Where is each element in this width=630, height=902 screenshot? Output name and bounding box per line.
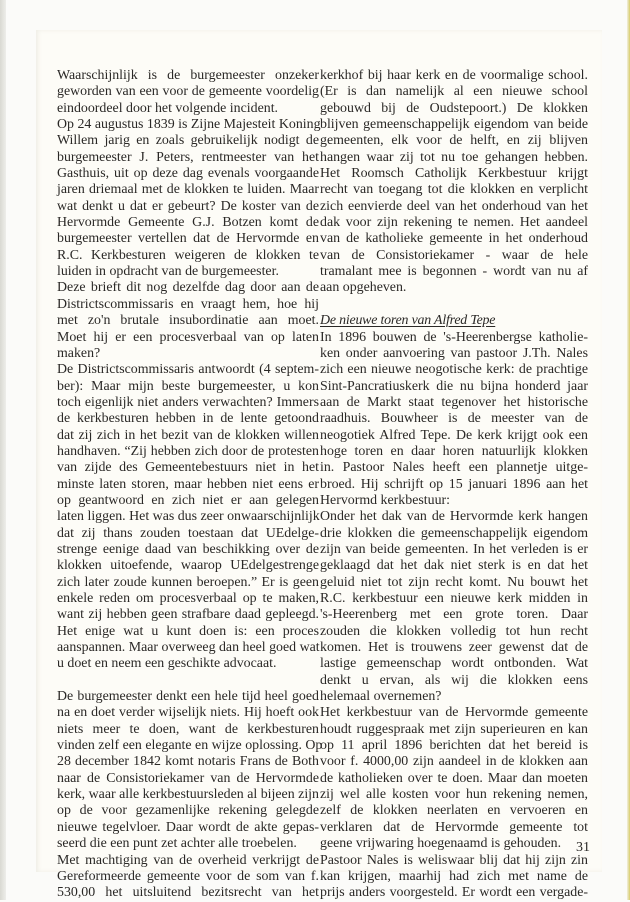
text-line: broed. Hij schrijft op 15 januari 1896 aan het: [320, 476, 588, 492]
text-line: De Districtscommissaris antwoordt (4 septem-: [57, 362, 319, 378]
text-line: luiden in opdracht van de burgemeester.: [57, 264, 279, 280]
text-line: Op 24 augustus 1839 is Zijne Majesteit Koning: [57, 117, 321, 133]
text-line: maken?: [57, 345, 101, 361]
text-line: 's-Heerenberg met een grote toren. Daar: [320, 607, 588, 623]
text-line: kan krijgen, maarhij had zich met name de: [320, 868, 588, 884]
text-line: dat zij thans zouden toestaan dat UEdelge-: [57, 525, 319, 541]
text-line: Willem jarig en zoals gebruikelijk nodigt de: [57, 133, 319, 149]
text-line: op de voor gezamenlijke rekening gelegde: [57, 803, 319, 819]
text-line: vinden zelf een elegante en wijze oplossing. Op: [57, 738, 323, 754]
page-number: 31: [576, 840, 590, 855]
text-line: Het Roomsch Catholijk Kerkbestuur krijgt: [320, 166, 588, 182]
text-line: zij wel alle kosten voor hun rekening nemen,: [320, 787, 588, 803]
text-line: de kerkbesturen hebben in de lente getoond: [57, 411, 319, 427]
text-line: eindoordeel door het volgende incident.: [57, 100, 279, 116]
text-line: Districtscommissaris en vraagt hem, hoe hij: [57, 296, 319, 312]
text-line: tramalant mee is begonnen - wordt van nu af: [320, 264, 588, 280]
text-line: raadhuis. Bouwheer is de meester van de: [320, 411, 588, 427]
text-line: zich eenvierde deel van het onderhoud van het: [320, 198, 588, 214]
text-line: burgemeester J. Peters, rentmeester van het: [57, 149, 319, 165]
text-line: recht van toegang tot die klokken en verplicht: [320, 182, 588, 198]
text-line: zich een nieuwe neogotische kerk: de prachtige: [320, 362, 588, 378]
text-line: handhaven. “Zij hebben zich door de protesten: [57, 443, 319, 459]
text-line: drie klokken die gemeenschappelijk eigendom: [320, 525, 588, 541]
text-line: zich later zoude kunnen beroepen.” Er is geen: [57, 574, 319, 590]
text-line: ken onder aanvoering van pastoor J.Th. Nales: [320, 345, 588, 361]
text-line: geluid niet tot zijn recht komt. Nu bouwt het: [320, 574, 588, 590]
text-line: houdt ruggespraak met zijn superieuren en kan: [320, 721, 588, 737]
text-line: Hervormd kerkbestuur:: [320, 492, 450, 508]
text-line: lastige gemeenschap wordt ontbonden. Wat: [320, 656, 588, 672]
right-column: [320, 68, 588, 902]
text-line: van zijde des Gemeentebestuurs niet in het: [57, 460, 319, 476]
text-line: van de Consistoriekamer - waar de hele: [320, 247, 588, 263]
text-line: burgemeester vertellen dat de Hervormde en: [57, 231, 319, 247]
text-line: in. Pastoor Nales heeft een plannetje uitge-: [320, 460, 588, 476]
text-line: dak voor zijn rekening te nemen. Het aandeel: [320, 215, 588, 231]
text-line: komen. Het is trouwens zeer gewenst dat de: [320, 640, 588, 656]
scan-edge-left: [0, 0, 6, 900]
text-line: geklaagd dat het dak niet sterk is en dat het: [320, 558, 588, 574]
text-line: op geantwoord en zich niet er aan gelegen: [57, 492, 319, 508]
text-line: geene vrijwaring hoegenaamd is gehouden.: [320, 836, 562, 852]
text-line: Het enige wat u kunt doen is: een proces: [57, 623, 319, 639]
text-line: enkele reden om procesverbaal op te maken,: [57, 591, 319, 606]
paragraph-gap: [320, 297, 588, 313]
section-heading: De nieuwe toren van Alfred Tepe: [320, 313, 496, 329]
text-line: In 1896 bouwen de 's-Heerenbergse katholie-: [320, 329, 588, 345]
left-column: [57, 68, 323, 902]
text-line: R.C. kerkbestuur een nieuwe kerk midden in: [320, 591, 588, 606]
text-line: prijs anders voorgesteld. Er wordt een vergade-: [320, 885, 588, 901]
text-line: hangen waar zij tot nu toe gehangen hebben.: [320, 149, 588, 165]
text-line: na en doet verder wijselijk niets. Hij hoeft ook: [57, 705, 319, 721]
text-line: laten liggen. Het was dus zeer onwaarschijnlijk: [57, 509, 320, 525]
text-line: aanspannen. Maar overweeg dan heel goed wat: [57, 640, 320, 656]
text-line: zelf de klokken neerlaten en vervoeren en: [320, 803, 588, 819]
text-line: minste laten storen, maar hebben niet eens er: [57, 476, 319, 492]
text-line: hoge toren en daar horen natuurlijk klokken: [320, 443, 588, 459]
text-line: aan de Markt staat tegenover het historische: [320, 394, 588, 410]
text-line: dat zij zich in het bezit van de klokken willen: [57, 427, 319, 443]
text-line: Waarschijnlijk is de burgemeester onzeker: [57, 68, 319, 83]
text-line: Moet hij er een procesverbaal van op laten: [57, 329, 319, 345]
text-line: toch eigenlijk niet anders verwachten? Immers: [57, 394, 319, 410]
text-line: u doet en neem een geschikte advocaat.: [57, 656, 277, 672]
text-line: R.C. Kerkbesturen weigeren de klokken te: [57, 247, 319, 263]
text-line: de katholieken over te doen. Maar dan moeten: [320, 770, 588, 786]
text-line: gebouwd bij de Oudstepoort.) De klokken: [320, 100, 588, 116]
text-line: (Er is dan namelijk al een nieuwe school: [320, 84, 588, 100]
text-line: Pastoor Nales is weliswaar blij dat hij zijn zin: [320, 852, 588, 868]
text-line: van de katholieke gemeente in het onderhoud: [320, 231, 588, 247]
text-line: blijven gemeenschappelijk eigendom van beide: [320, 117, 588, 133]
text-line: aan opgeheven.: [320, 280, 407, 296]
text-line: want zij hebben geen strafbare daad gepleegd.: [57, 607, 319, 623]
text-line: kerkhof bij haar kerk en de voormalige school.: [320, 68, 588, 83]
text-line: verklaren dat de Hervormde gemeente tot: [320, 819, 588, 835]
text-line: neogotiek Alfred Tepe. De kerk krijgt ook een: [320, 427, 588, 443]
text-line: naar de Consistoriekamer van de Hervormde: [57, 770, 319, 786]
text-line: Hervormde Gemeente G.J. Botzen komt de: [57, 215, 319, 231]
text-line: geworden van een voor de gemeente voordelig: [57, 84, 319, 100]
text-line: denkt u ervan, als wij die klokken eens: [320, 672, 588, 688]
text-line: De burgemeester denkt een hele tijd heel goed: [57, 689, 319, 705]
text-line: helemaal overnemen?: [320, 689, 442, 705]
text-line: Gasthuis, uit op deze dag evenals voorgaande: [57, 166, 319, 182]
text-line: gemeenten, elk voor de helft, en zij blijven: [320, 133, 588, 149]
text-line: Gereformeerde gemeente voor de som van f.: [57, 868, 319, 884]
document-page: [36, 30, 602, 901]
text-line: Onder het dak van de Hervormde kerk hangen: [320, 509, 588, 525]
text-line: Met machtiging van de overheid verkrijgt de: [57, 852, 319, 868]
text-line: Sint-Pancratiuskerk die nu bijna honderd jaar: [320, 378, 588, 394]
text-line: klokken uitoefende, waarop UEdelgestrenge: [57, 558, 319, 574]
text-line: zouden die klokken volledig tot hun recht: [320, 623, 588, 639]
text-line: nieuwe tegelvloer. Daar wordt de akte gepas-: [57, 819, 319, 835]
text-line: wat denkt u dat er gebeurt? De koster van de: [57, 198, 319, 214]
text-line: met zo'n brutale insubordinatie aan moet.: [57, 313, 319, 329]
text-line: op 11 april 1896 berichten dat het bereid is: [320, 738, 588, 754]
paragraph-gap: [57, 673, 319, 689]
text-line: jaren driemaal met de klokken te luiden. Maar: [57, 182, 319, 198]
text-line: seerd die een punt zet achter alle troebelen.: [57, 836, 297, 852]
text-line: strenge eenige daad van beschikking over de: [57, 541, 319, 557]
text-line: zijn van beide gemeenten. In het verleden is er: [320, 541, 588, 557]
text-line: niets meer te doen, want de kerkbesturen: [57, 721, 319, 737]
text-line: ber): Maar mijn beste burgemeester, u kon: [57, 378, 319, 394]
text-line: Deze brieft dit nog dezelfde dag door aan de: [57, 280, 319, 296]
text-line: 530,00 het uitsluitend bezitsrecht van het: [57, 885, 319, 901]
text-line: 28 december 1842 komt notaris Frans de Both: [57, 754, 319, 770]
text-line: Het kerkbestuur van de Hervormde gemeente: [320, 705, 588, 721]
text-line: voor f. 4000,00 zijn aandeel in de klokken aan: [320, 754, 588, 770]
text-line: kerk, waar alle kerkbestuursleden al bijeen zijn: [57, 787, 319, 803]
